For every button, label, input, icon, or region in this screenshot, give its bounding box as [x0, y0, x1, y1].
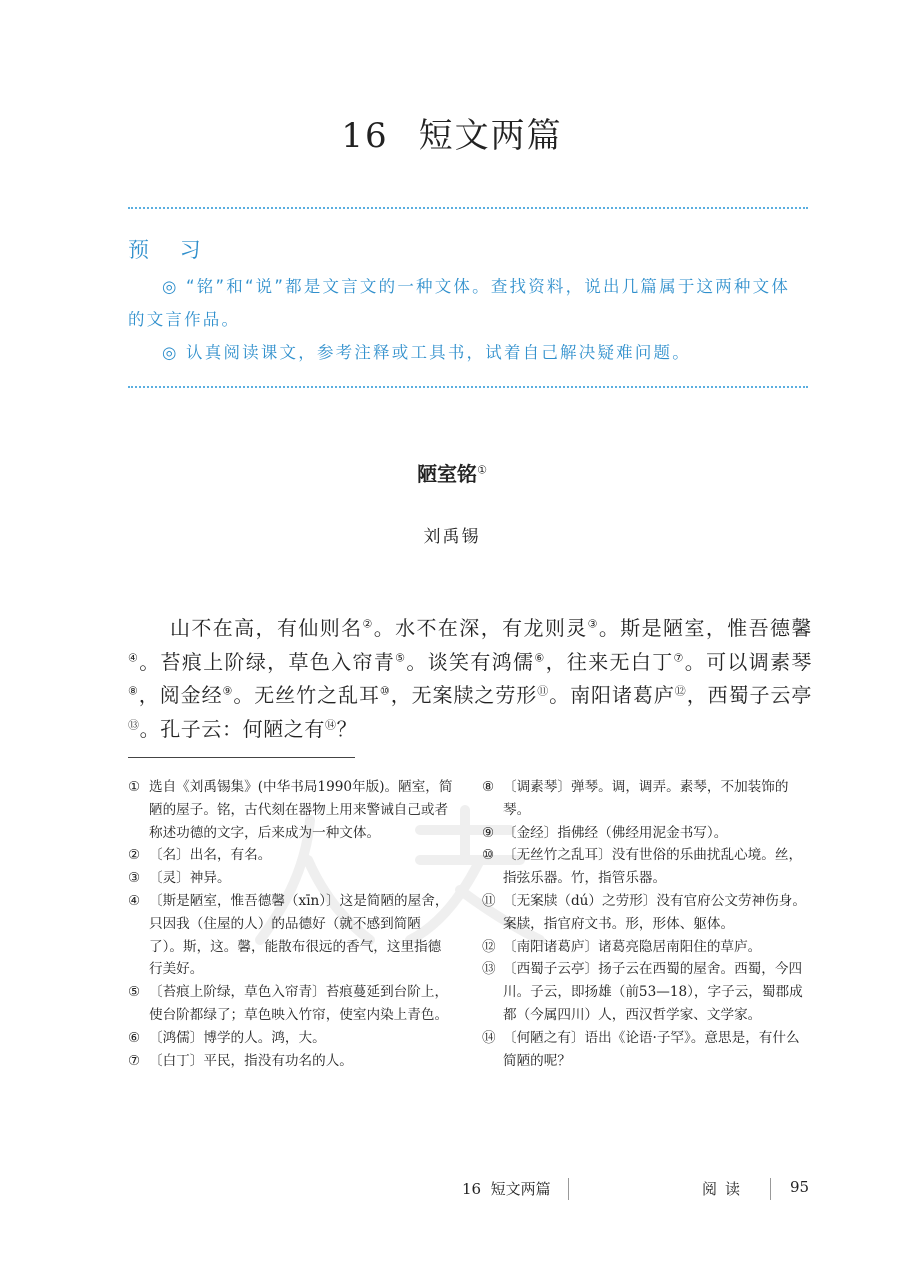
footnote-marker: ③: [587, 617, 599, 631]
footnote-text: 〔调素琴〕弹琴。调，调弄。素琴，不加装饰的琴。: [503, 779, 789, 818]
text-segment: ，西蜀子云亭: [686, 683, 812, 707]
footnote-marker: ⑨: [222, 684, 234, 698]
text-segment: 。孔子云：何陋之有: [139, 716, 326, 741]
footnote: [128, 867, 454, 890]
footnote: [128, 776, 454, 844]
main-text: [128, 612, 812, 746]
footnote-marker: ⑦: [673, 650, 685, 664]
footnote-marker: ①: [477, 463, 487, 477]
text-title-label: 陋室铭: [417, 462, 478, 486]
footnote-text: 〔无案牍（dú）之劳形〕没有官府公文劳神伤身。案牍，指官府文书。形，形体、躯体。: [503, 892, 806, 932]
footnote-text: 〔何陋之有〕语出《论语·子罕》。意思是，有什么简陋的呢？: [503, 1029, 800, 1069]
page-number: 95: [790, 1178, 810, 1196]
footer-lesson: 16 短文两篇: [462, 1180, 551, 1198]
footnote-number: ⑧: [482, 779, 495, 795]
preview-heading: 预 习: [128, 238, 213, 262]
footnote-marker: ⑪: [537, 684, 550, 698]
footnote-number: ①: [128, 779, 141, 795]
footnote-number: ⑩: [482, 847, 495, 864]
footnote-text: 〔无丝竹之乱耳〕没有世俗的乐曲扰乱心境。丝，指弦乐器。竹，指管乐器。: [503, 847, 803, 887]
footnote-number: ③: [128, 870, 141, 887]
text-segment: 。斯是陋室，惟吾德馨: [598, 616, 812, 640]
footnote: [482, 890, 808, 936]
footnote-marker: ⑬: [128, 717, 140, 731]
text-title: [0, 458, 904, 487]
text-segment: 。苔痕上阶绿，草色入帘青: [139, 649, 396, 674]
lesson-title: [0, 108, 904, 157]
footnotes-right: [482, 776, 808, 1072]
text-segment: ？: [336, 716, 358, 741]
text-segment: 。谈笑有鸿儒: [406, 649, 535, 674]
footer-divider: [770, 1178, 771, 1200]
text-segment: 。无丝竹之乱耳: [233, 683, 380, 707]
text-segment: ，往来无白丁: [545, 649, 674, 674]
preview-item: ◎ “铭”和“说”都是文言文的一种文体。查找资料，说出几篇属于这两种文体的文言作品。: [128, 277, 791, 329]
footnote-marker: ②: [362, 617, 374, 631]
text-segment: 。水不在深，有龙则灵: [373, 616, 588, 640]
footnote-text: 〔名〕出名，有名。: [149, 847, 272, 864]
footnote: [128, 1050, 454, 1073]
text-segment: 。可以调素琴: [684, 649, 813, 674]
footnote-number: ⑤: [128, 984, 141, 1001]
footnote-number: ⑭: [482, 1029, 496, 1046]
author: 刘禹锡: [423, 527, 481, 547]
footer-divider: [568, 1178, 569, 1200]
footnote-marker: ④: [128, 650, 140, 664]
footnote-text: 〔灵〕神异。: [149, 870, 231, 887]
lesson-number: 16: [341, 116, 389, 156]
lesson-title-text: 短文两篇: [418, 116, 563, 156]
footnote-text: 〔白丁〕平民，指没有功名的人。: [149, 1052, 353, 1069]
footnote-number: ⑬: [482, 961, 496, 978]
footnote-text: 〔南阳诸葛庐〕诸葛亮隐居南阳住的草庐。: [503, 938, 762, 955]
footnote-separator: [128, 757, 355, 758]
footnote: [128, 890, 454, 981]
footnote: [482, 958, 808, 1026]
footnote-text: 〔苔痕上阶绿，草色入帘青〕苔痕蔓延到台阶上，使台阶都绿了；草色映入竹帘，使室内染上青色。: [149, 984, 449, 1023]
footnote: [482, 844, 808, 890]
footnote: [128, 844, 454, 867]
footnote-text: 选自《刘禹锡集》(中华书局1990年版)。陋室，简陋的屋子。铭，古代刻在器物上用来警诫自己或者称述功德的文字，后来成为一种文体。: [149, 779, 453, 841]
dotted-divider-top: [128, 207, 808, 209]
footnote: [128, 1027, 454, 1050]
footnote-text: 〔金经〕指佛经（佛经用泥金书写）。: [503, 824, 728, 841]
text-segment: 。南阳诸葛庐: [549, 683, 675, 707]
footnote-number: ⑫: [482, 938, 496, 955]
footnote: [128, 981, 454, 1027]
footnote-number: ⑨: [482, 824, 495, 841]
footnote-marker: ⑤: [395, 650, 407, 664]
footnote: [482, 776, 808, 822]
footnote-number: ②: [128, 847, 141, 864]
footnote-marker: ⑩: [379, 684, 391, 698]
text-segment: ，无案牍之劳形: [390, 683, 538, 707]
footnote: [482, 936, 808, 959]
text-segment: ，阅金经: [138, 683, 223, 707]
footnote-marker: ⑭: [325, 717, 337, 731]
footnote-number: ⑥: [128, 1029, 141, 1046]
preview-items: [128, 270, 808, 369]
footnote: [482, 822, 808, 845]
footnote-marker: ⑧: [128, 684, 139, 698]
footnotes-left: [128, 776, 454, 1072]
footnote-number: ⑪: [482, 892, 496, 909]
footnote-marker: ⑥: [534, 650, 546, 664]
footnote: [482, 1027, 808, 1073]
footnote-text: 〔斯是陋室，惟吾德馨（xīn）〕这是简陋的屋舍，只因我（住屋的人）的品德好（就不感到简陋了）。斯，这。馨，能散布很远的香气，这里指德行美好。: [149, 892, 449, 978]
footnote-marker: ⑫: [674, 684, 687, 698]
footer-section: 阅读: [702, 1180, 749, 1198]
footnote-text: 〔鸿儒〕博学的人。鸿，大。: [149, 1029, 326, 1046]
footnote-number: ④: [128, 892, 141, 909]
footnote-number: ⑦: [128, 1052, 141, 1069]
dotted-divider-bottom: [128, 386, 808, 388]
preview-item: ◎ 认真阅读课文，参考注释或工具书，试着自己解决疑难问题。: [162, 343, 691, 362]
text-segment: 山不在高，有仙则名: [170, 616, 363, 640]
footnote-text: 〔西蜀子云亭〕扬子云在西蜀的屋舍。西蜀，今四川。子云，即扬雄（前53—18），字子云，蜀郡成都（今属四川）人，西汉哲学家、文学家。: [503, 961, 803, 1023]
